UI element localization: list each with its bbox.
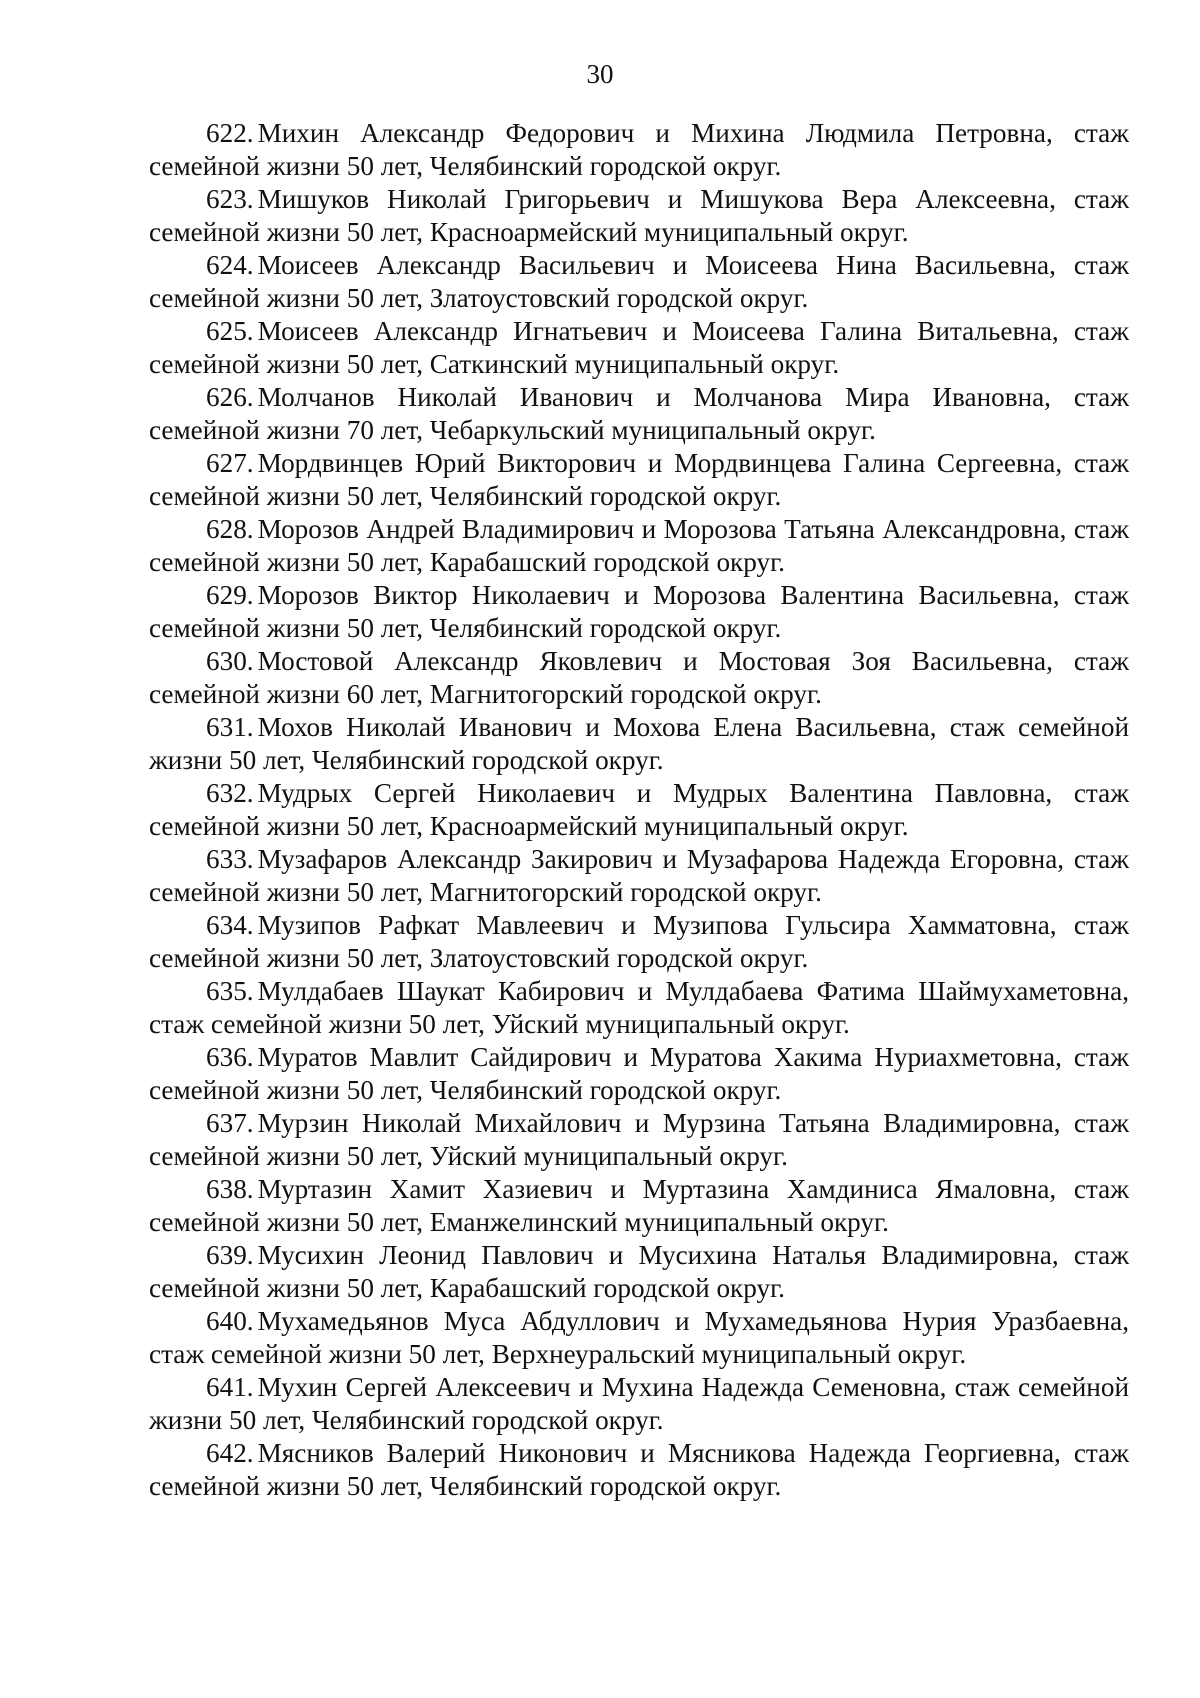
entry-text: Мишуков Николай Григорьевич и Мишукова Вера Алексеевна, стаж семейной жизни 50 лет, Красноармейский муниципальный округ.: [149, 184, 1129, 247]
list-item: [149, 183, 1129, 248]
entry-text: Мурзин Николай Михайлович и Мурзина Татьяна Владимировна, стаж семейной жизни 50 лет, Уйский муниципальный округ.: [149, 1108, 1129, 1171]
entry-number: 642.: [206, 1438, 254, 1468]
list-item: [149, 975, 1129, 1040]
entry-number: 641.: [206, 1372, 254, 1402]
entry-number: 636.: [206, 1042, 254, 1072]
list-item: [149, 579, 1129, 644]
entry-text: Мулдабаев Шаукат Кабирович и Мулдабаева Фатима Шаймухаметовна, стаж семейной жизни 50 лет, Уйский муниципальный округ.: [149, 976, 1129, 1039]
entry-text: Морозов Андрей Владимирович и Морозова Татьяна Александровна, стаж семейной жизни 50 лет, Карабашский городской округ.: [149, 514, 1129, 577]
list-item: [149, 1239, 1129, 1304]
entry-number: 634.: [206, 910, 254, 940]
list-item: [149, 1371, 1129, 1436]
entry-number: 624.: [206, 250, 254, 280]
entry-text: Мохов Николай Иванович и Мохова Елена Васильевна, стаж семейной жизни 50 лет, Челябинский городской округ.: [149, 712, 1129, 775]
list-item: [149, 1107, 1129, 1172]
list-item: [149, 447, 1129, 512]
entry-text: Молчанов Николай Иванович и Молчанова Мира Ивановна, стаж семейной жизни 70 лет, Чебаркульский муниципальный округ.: [149, 382, 1129, 445]
list-item: [149, 1305, 1129, 1370]
list-item: [149, 249, 1129, 314]
entry-number: 622.: [206, 118, 254, 148]
page-number: 30: [586, 59, 614, 89]
list-item: [149, 1041, 1129, 1106]
entry-number: 625.: [206, 316, 254, 346]
entry-text: Моисеев Александр Васильевич и Моисеева Нина Васильевна, стаж семейной жизни 50 лет, Златоустовский городской округ.: [149, 250, 1129, 313]
entry-number: 630.: [206, 646, 254, 676]
entry-number: 631.: [206, 712, 254, 742]
list-item: [149, 315, 1129, 380]
entry-number: 626.: [206, 382, 254, 412]
list-item: [149, 777, 1129, 842]
entry-number: 627.: [206, 448, 254, 478]
list-item: [149, 117, 1129, 182]
entry-number: 632.: [206, 778, 254, 808]
list-item: [149, 1437, 1129, 1502]
entry-text: Мясников Валерий Никонович и Мясникова Надежда Георгиевна, стаж семейной жизни 50 лет, Челябинский городской округ.: [149, 1438, 1129, 1501]
list-item: [149, 711, 1129, 776]
entry-text: Мудрых Сергей Николаевич и Мудрых Валентина Павловна, стаж семейной жизни 50 лет, Красноармейский муниципальный округ.: [149, 778, 1129, 841]
entry-text: Мухамедьянов Муса Абдуллович и Мухамедьянова Нурия Уразбаевна, стаж семейной жизни 50 лет, Верхнеуральский муниципальный округ.: [149, 1306, 1129, 1369]
entry-text: Морозов Виктор Николаевич и Морозова Валентина Васильевна, стаж семейной жизни 50 лет, Челябинский городской округ.: [149, 580, 1129, 643]
entry-number: 638.: [206, 1174, 254, 1204]
entry-number: 635.: [206, 976, 254, 1006]
list-item: [149, 909, 1129, 974]
entry-text: Музипов Рафкат Мавлеевич и Музипова Гульсира Хамматовна, стаж семейной жизни 50 лет, Златоустовский городской округ.: [149, 910, 1129, 973]
entry-text: Муратов Мавлит Сайдирович и Муратова Хакима Нуриахметовна, стаж семейной жизни 50 лет, Челябинский городской округ.: [149, 1042, 1129, 1105]
entry-number: 640.: [206, 1306, 254, 1336]
entry-number: 633.: [206, 844, 254, 874]
entry-number: 639.: [206, 1240, 254, 1270]
entry-list: [149, 117, 1129, 1503]
entry-number: 637.: [206, 1108, 254, 1138]
entry-number: 623.: [206, 184, 254, 214]
entry-text: Михин Александр Федорович и Михина Людмила Петровна, стаж семейной жизни 50 лет, Челябинский городской округ.: [149, 118, 1129, 181]
entry-text: Муртазин Хамит Хазиевич и Муртазина Хамдиниса Ямаловна, стаж семейной жизни 50 лет, Еманжелинский муниципальный округ.: [149, 1174, 1129, 1237]
entry-text: Мусихин Леонид Павлович и Мусихина Наталья Владимировна, стаж семейной жизни 50 лет, Карабашский городской округ.: [149, 1240, 1129, 1303]
list-item: [149, 843, 1129, 908]
list-item: [149, 381, 1129, 446]
entry-text: Музафаров Александр Закирович и Музафарова Надежда Егоровна, стаж семейной жизни 50 лет, Магнитогорский городской округ.: [149, 844, 1129, 907]
list-item: [149, 1173, 1129, 1238]
entry-text: Мостовой Александр Яковлевич и Мостовая Зоя Васильевна, стаж семейной жизни 60 лет, Магнитогорский городской округ.: [149, 646, 1129, 709]
entry-number: 629.: [206, 580, 254, 610]
entry-text: Мухин Сергей Алексеевич и Мухина Надежда Семеновна, стаж семейной жизни 50 лет, Челябинский городской округ.: [149, 1372, 1129, 1435]
list-item: [149, 645, 1129, 710]
entry-number: 628.: [206, 514, 254, 544]
entry-text: Мордвинцев Юрий Викторович и Мордвинцева Галина Сергеевна, стаж семейной жизни 50 лет, Челябинский городской округ.: [149, 448, 1129, 511]
list-item: [149, 513, 1129, 578]
entry-text: Моисеев Александр Игнатьевич и Моисеева Галина Витальевна, стаж семейной жизни 50 лет, Саткинский муниципальный округ.: [149, 316, 1129, 379]
